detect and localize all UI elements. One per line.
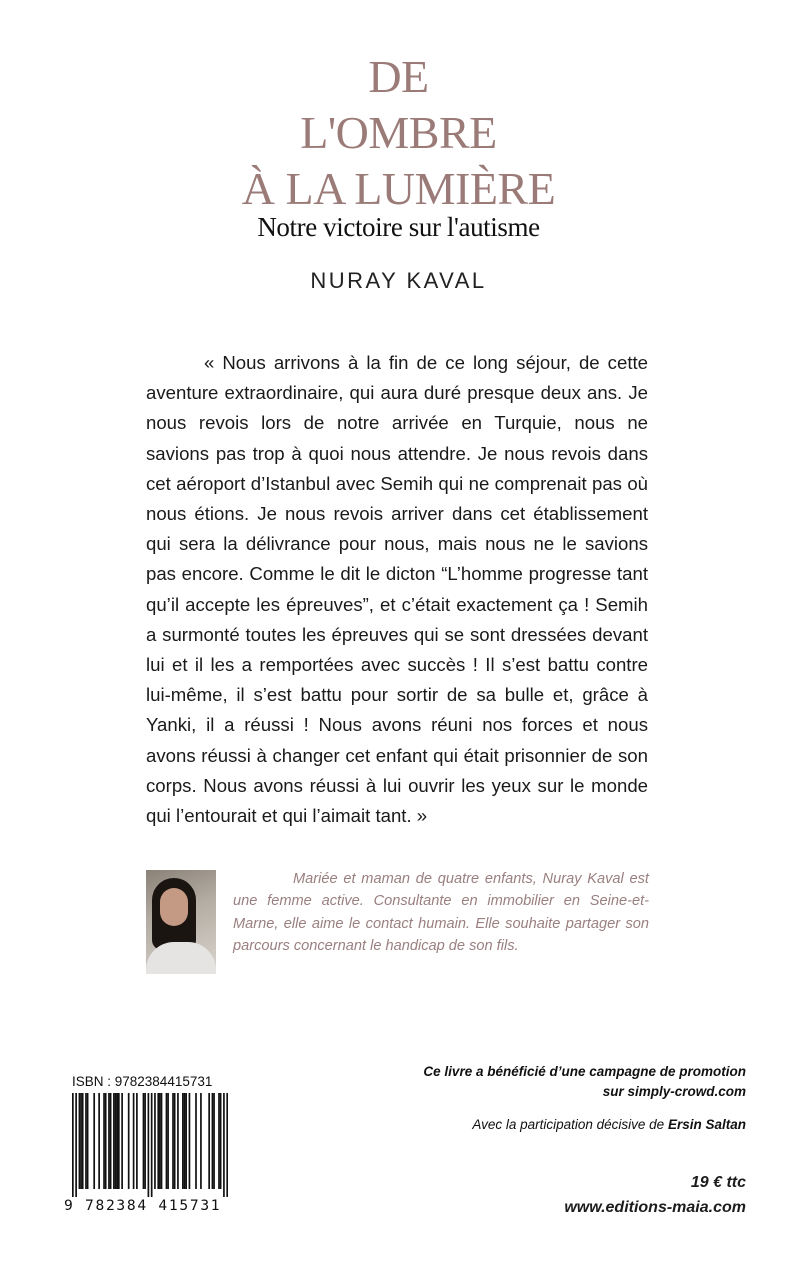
excerpt-text: « Nous arrivons à la fin de ce long séjour, de cette aventure extraordinaire, qui aura duré presque deux ans. Je nous revois lors de notre arrivée en Turquie, nous ne savions pas trop à quoi nous attendre. Je nous revois dans cet aéroport d’Istanbul avec Semih qui ne comprenait pas où nous étions. Je nous revois arriver dans cet établissement qui sera la délivrance pour nous, mais nous ne le savions pas encore. Comme le dit le dicton “L’homme progresse tant qu’il accepte les épreuves”, et c’était exactement ça ! Semih a surmonté toutes les épreuves qui se sont dressées devant lui et il les a remportées avec succès ! Il s’est battu contre lui-même, il s’est battu pour sortir de sa bulle et, grâce à Yanki, il a réussi ! Nous avons réuni nos forces et nous avons réussi à changer cet enfant qui était prisonnier de son corps. Nous avons réussi à lui ouvrir les yeux sur le monde qui l’entourait et qui l’aimait tant. »: [146, 352, 648, 827]
barcode-bar: [136, 1093, 138, 1189]
barcode-bar: [157, 1093, 159, 1189]
barcode-bar: [93, 1093, 95, 1189]
barcode-bar: [148, 1093, 150, 1197]
barcode-bar: [154, 1093, 156, 1189]
isbn-barcode: [72, 1093, 228, 1197]
barcode-bar: [82, 1093, 84, 1189]
book-title-line-1: DE: [368, 51, 429, 102]
isbn-digits: 9 782384 415731: [64, 1197, 222, 1214]
barcode-bar: [223, 1093, 225, 1197]
promotion-line-1: Ce livre a bénéficié d’une campagne de promotion: [423, 1064, 746, 1079]
barcode-bar: [184, 1093, 186, 1189]
barcode-bar: [195, 1093, 197, 1189]
promotion-note: [360, 1062, 746, 1102]
barcode-bar: [75, 1093, 77, 1197]
barcode-bar: [151, 1093, 153, 1197]
book-title-line-3: À LA LUMIÈRE: [241, 163, 556, 214]
barcode-bar: [213, 1093, 215, 1189]
barcode-bar: [218, 1093, 220, 1189]
author-bio: [233, 868, 649, 958]
price: 19 € ttc: [690, 1174, 746, 1191]
barcode-bar: [116, 1093, 118, 1189]
barcode-bar: [200, 1093, 202, 1189]
barcode-bar: [182, 1093, 184, 1189]
barcode-bar: [226, 1093, 228, 1197]
barcode-bar: [177, 1093, 179, 1189]
barcode-bar: [174, 1093, 176, 1189]
barcode-bar: [220, 1093, 222, 1189]
barcode-bar: [87, 1093, 89, 1189]
barcode-bar: [85, 1093, 87, 1189]
barcode-bar: [189, 1093, 191, 1189]
promotion-line-2: sur simply-crowd.com: [602, 1084, 746, 1099]
author-bio-text: Mariée et maman de quatre enfants, Nuray Kaval est une femme active. Consultante en immobilier en Seine-et-Marne, elle aime le contact humain. Elle souhaite partager son parcours concernant le handicap de son fils.: [233, 871, 649, 955]
barcode-bar: [115, 1093, 117, 1189]
barcode-bar: [144, 1093, 146, 1189]
barcode-bar: [103, 1093, 105, 1189]
barcode-bar: [108, 1093, 110, 1189]
barcode-bar: [161, 1093, 163, 1189]
barcode-bar: [128, 1093, 130, 1189]
barcode-bar: [113, 1093, 115, 1189]
barcode-bar: [80, 1093, 82, 1189]
barcode-bar: [172, 1093, 174, 1189]
barcode-bar: [105, 1093, 107, 1189]
book-title-line-2: L'OMBRE: [300, 107, 497, 158]
barcode-bar: [133, 1093, 135, 1189]
barcode-bar: [72, 1093, 74, 1197]
barcode-bar: [143, 1093, 145, 1189]
barcode-bar: [121, 1093, 123, 1189]
isbn-label: ISBN : 9782384415731: [72, 1074, 213, 1089]
author-name: NURAY KAVAL: [310, 268, 487, 293]
barcode-bar: [185, 1093, 187, 1189]
barcode-bar: [208, 1093, 210, 1189]
barcode-bar: [118, 1093, 120, 1189]
participation-note: [360, 1115, 746, 1135]
barcode-bar: [98, 1093, 100, 1189]
barcode-bar: [166, 1093, 168, 1189]
participation-name: Ersin Saltan: [667, 1117, 746, 1132]
barcode-bar: [79, 1093, 81, 1189]
barcode-bar: [212, 1093, 214, 1189]
book-subtitle: Notre victoire sur l'autisme: [257, 212, 540, 242]
publisher-website[interactable]: www.editions-maia.com: [564, 1199, 746, 1216]
back-cover-excerpt: [146, 348, 648, 831]
participation-prefix: Avec la participation décisive de: [472, 1117, 665, 1132]
barcode-bar: [159, 1093, 161, 1189]
barcode-bar: [167, 1093, 169, 1189]
author-photo: [146, 870, 216, 974]
barcode-bar: [110, 1093, 112, 1189]
